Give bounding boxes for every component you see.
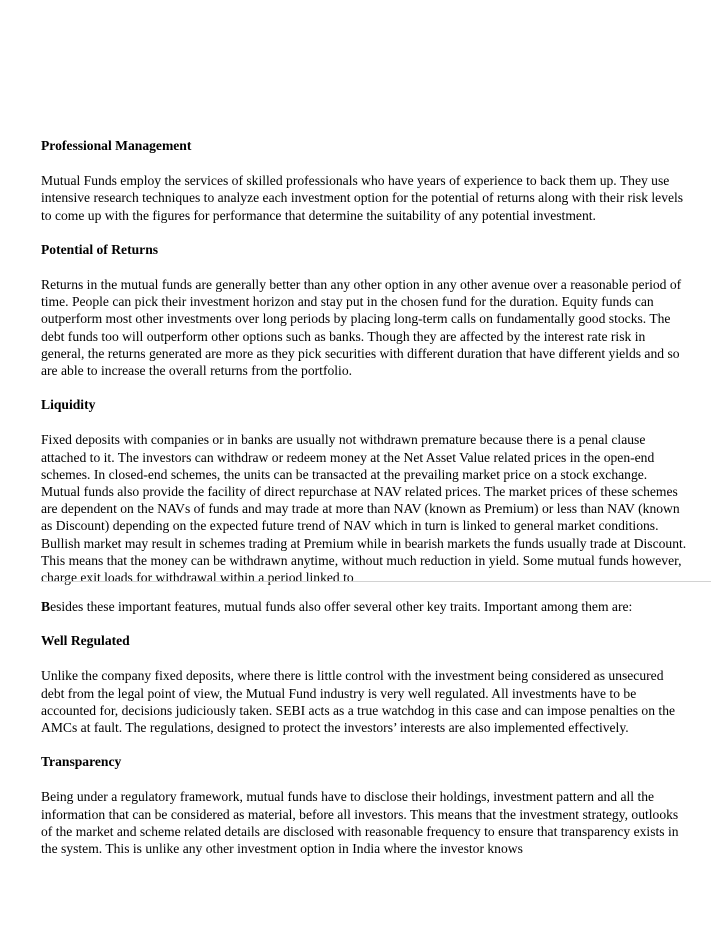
document-page-top	[41, 137, 689, 586]
paragraph-well-regulated: Unlike the company fixed deposits, where there is little control with the investment being considered as unsecured debt from the legal point of view, the Mutual Fund industry is very well regulated. All investments have to be accounted for, decisions judiciously taken. SEBI acts as a true watchdog in this case and can impose penalties on the AMCs at fault. The regulations, designed to protect the investors’ interests are also implemented effectively.	[41, 668, 676, 736]
heading-liquidity: Liquidity	[41, 397, 96, 413]
intro-lead-letter: B	[41, 599, 51, 614]
heading-transparency: Transparency	[41, 754, 122, 770]
document-page-bottom	[41, 598, 689, 857]
spacer	[41, 649, 689, 667]
spacer	[41, 770, 689, 788]
spacer	[41, 413, 689, 431]
spacer	[41, 154, 689, 172]
spacer	[41, 224, 689, 241]
heading-potential-of-returns: Potential of Returns	[41, 241, 159, 257]
spacer	[41, 615, 689, 632]
spacer	[41, 736, 689, 753]
paragraph-potential-of-returns: Returns in the mutual funds are generally better than any other option in any other avenue over a reasonable period of time. People can pick their investment horizon and stay put in the chosen fund for the duration. Equity funds can outperform most other investments over long periods by placing long-term calls on fundamentally good stocks. The debt funds too will outperform other options such as banks. Though they are affected by the interest rate risk in general, the returns generated are more as they pick securities with different duration that have different yields and so are able to increase the overall returns from the portfolio.	[41, 277, 682, 379]
paragraph-liquidity: Fixed deposits with companies or in banks are usually not withdrawn premature because there is a penal clause attached to it. The investors can withdraw or redeem money at the Net Asset Value related prices in the open-end schemes. In closed-end schemes, the units can be transacted at the prevailing market price on a stock exchange. Mutual funds also provide the facility of direct repurchase at NAV related prices. The market prices of these schemes are dependent on the NAVs of funds and may trade at more than NAV (known as Premium) or less than NAV (known as Discount) depending on the expected future trend of NAV which in turn is linked to general market conditions. Bullish market may result in schemes trading at Premium while in bearish markets the funds usually trade at Discount. This means that the money can be withdrawn anytime, without much reduction in yield. Some mutual funds however, charge exit loads for withdrawal within a period linked to	[41, 432, 687, 586]
heading-well-regulated: Well Regulated	[41, 633, 130, 649]
paragraph-transparency: Being under a regulatory framework, mutual funds have to disclose their holdings, investment pattern and all the information that can be considered as material, before all investors. This means that the investment strategy, outlooks of the market and scheme related details are disclosed with reasonable frequency to ensure that transparency exists in the system. This is unlike any other investment option in India where the investor knows	[41, 789, 679, 857]
heading-professional-management: Professional Management	[41, 138, 192, 153]
spacer	[41, 258, 689, 276]
page-divider	[41, 581, 711, 582]
spacer	[41, 379, 689, 396]
paragraph-professional-management: Mutual Funds employ the services of skilled professionals who have years of experience to back them up. They use intensive research techniques to analyze each investment option for the potential of returns along with their risk levels to come up with the figures for performance that determine the suitability of any potential investment.	[41, 173, 684, 223]
intro-text: esides these important features, mutual funds also offer several other key traits. Important among them are:	[50, 599, 633, 614]
intro-paragraph	[41, 598, 689, 615]
